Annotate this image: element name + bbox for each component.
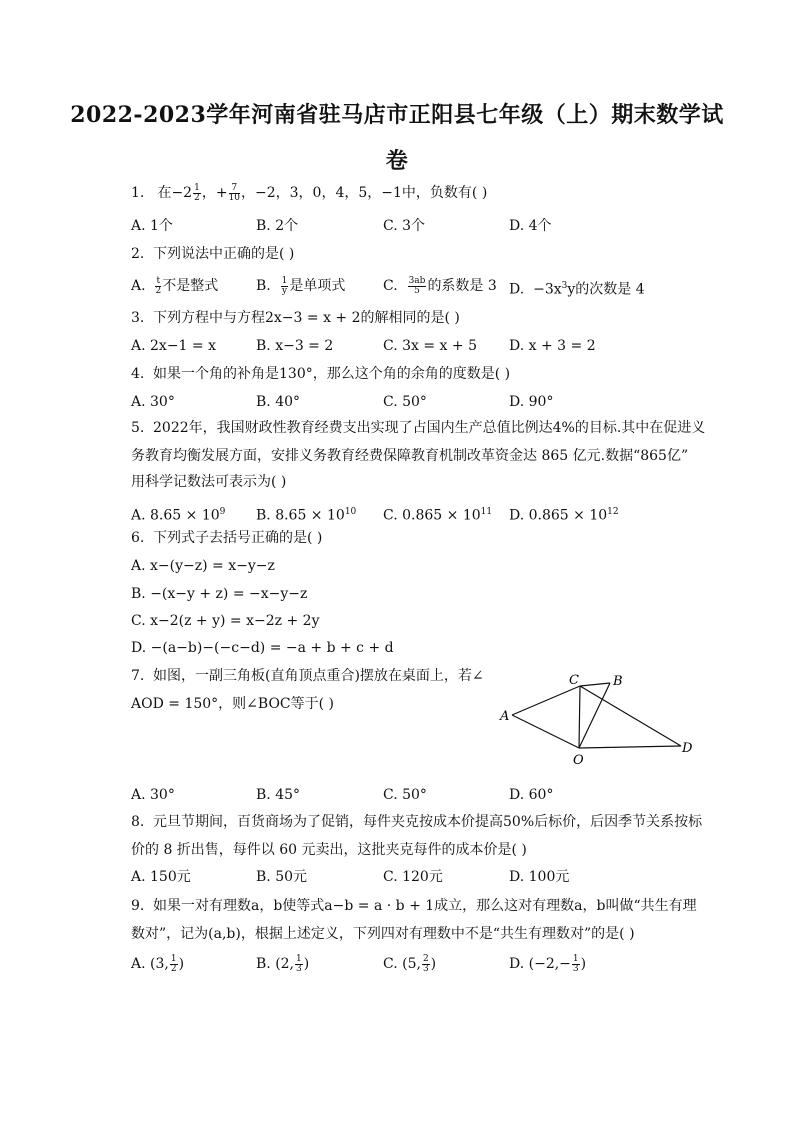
question-5: 5. 2022年，我国财政性教育经费支出实现了占国内生产总值比例达4%的目标.其中在促进义 [131, 420, 706, 436]
question-3: 3. 下列方程中与方程2x−3 = x + 2的解相同的是( ) [131, 310, 460, 326]
q8-option-b: B. 50元 [256, 869, 308, 885]
q3-option-c: C. 3x = x + 5 [383, 338, 477, 354]
label-a: A [500, 709, 510, 724]
q9-option-b: B. (2, $\frac{1}{3}$ ) [256, 953, 310, 974]
q5-option-c: C. $0.865 \times 10^{11}$ [383, 507, 493, 524]
segment-bo [579, 683, 610, 748]
q7-option-d: D. 60° [509, 787, 554, 803]
label-c: C [569, 673, 579, 688]
question-4: 4. 如果一个角的补角是130°，那么这个角的余角的度数是( ) [131, 366, 511, 382]
q9-option-c: C. (5, $\frac{2}{3}$ ) [383, 953, 437, 974]
exam-title [60, 92, 734, 184]
q1-option-b: B. 2个 [256, 218, 299, 234]
q3-option-b: B. x−3 = 2 [256, 338, 334, 354]
question-1: 1. 在−2 $\frac{1}{2}$ ，+ $\frac{7}{10}$ ，−2，3，0，4，5，−1中，负数有( ) [131, 182, 488, 203]
segment-ac [512, 686, 580, 715]
question-2: 2. 下列说法中正确的是( ) [131, 246, 295, 262]
q6-option-c: C. x−2(z + y) = x−2z + 2y [131, 613, 320, 629]
q1-option-c: C. 3个 [383, 218, 426, 234]
question-8: 8. 元旦节期间，百货商场为了促销，每件夹克按成本价提高50%后标价，后因季节关系按标 [131, 814, 703, 830]
q1-option-a: A. 1个 [131, 218, 173, 234]
segment-cb [580, 683, 610, 686]
question-8-line2: 价的 8 折出售，每件以 60 元卖出，这批夹克每件的成本价是( ) [131, 842, 527, 858]
q7-option-c: C. 50° [383, 787, 427, 803]
q7-option-b: B. 45° [256, 787, 301, 803]
q6-option-a: A. x−(y−z) = x−y−z [131, 558, 275, 574]
q5-option-a: A. $8.65 \times 10^9$ [131, 507, 226, 524]
question-5-line2: 务教育均衡发展方面，安排义务教育经费保障教育机制改革资金达 865 亿元.数据“865亿” [131, 448, 689, 464]
question-6: 6. 下列式子去括号正确的是( ) [131, 530, 323, 546]
exam-title-line1: 2022-2023学年河南省驻马店市正阳县七年级（上）期末数学试 [70, 102, 724, 128]
q6-option-b: B. −(x−y + z) = −x−y−z [131, 586, 308, 602]
label-b: B [613, 674, 623, 689]
segment-ao [512, 715, 579, 748]
q9-option-a: A. (3, $\frac{1}{2}$ ) [131, 953, 185, 974]
fraction: $\frac{1}{2}$ [194, 182, 200, 203]
q4-option-a: A. 30° [131, 394, 175, 410]
q7-option-a: A. 30° [131, 787, 175, 803]
q5-option-b: B. $8.65 \times 10^{10}$ [256, 507, 357, 524]
q2-option-c: C. $\frac{3ab}{5}$ 的系数是 3 [383, 275, 497, 296]
label-d: D [682, 741, 693, 756]
q3-option-a: A. 2x−1 = x [131, 338, 216, 354]
q8-option-c: C. 120元 [383, 869, 443, 885]
q5-option-d: D. $0.865 \times 10^{12}$ [509, 507, 619, 524]
q1-option-d: D. 4个 [509, 218, 552, 234]
exam-title-line2: 卷 [385, 148, 409, 174]
q9-option-d: D. (−2,− $\frac{1}{3}$ ) [509, 953, 587, 974]
q2-option-d: D. $-3x^3y$的次数是 4 [509, 281, 645, 298]
q4-option-b: B. 40° [256, 394, 301, 410]
question-9-line2: 数对”，记为(a,b)，根据上述定义，下列四对有理数中不是“共生有理数对”的是( ) [131, 926, 635, 942]
question-7-line2: AOD = 150°，则∠BOC等于( ) [131, 696, 335, 712]
q4-option-d: D. 90° [509, 394, 554, 410]
triangle-figure [490, 664, 700, 768]
label-o: O [573, 753, 584, 768]
q2-option-b: B. $\frac{1}{y}$ 是单项式 [256, 275, 346, 296]
question-7: 7. 如图，一副三角板(直角顶点重合)摆放在桌面上，若∠ [131, 668, 484, 684]
segment-od [579, 746, 681, 748]
q8-option-a: A. 150元 [131, 869, 191, 885]
question-9: 9. 如果一对有理数a，b使等式a−b = a · b + 1成立，那么这对有理数a，b叫做“共生有理 [131, 898, 697, 914]
question-5-line3: 用科学记数法可表示为( ) [131, 474, 287, 490]
segment-co [579, 686, 580, 748]
segment-cd [580, 686, 681, 746]
q8-option-d: D. 100元 [509, 869, 570, 885]
q2-option-a: A. $\frac{t}{2}$ 不是整式 [131, 275, 219, 296]
q4-option-c: C. 50° [383, 394, 427, 410]
fraction: $\frac{7}{10}$ [228, 182, 241, 203]
q3-option-d: D. x + 3 = 2 [509, 338, 596, 354]
q6-option-d: D. −(a−b)−(−c−d) = −a + b + c + d [131, 640, 394, 656]
